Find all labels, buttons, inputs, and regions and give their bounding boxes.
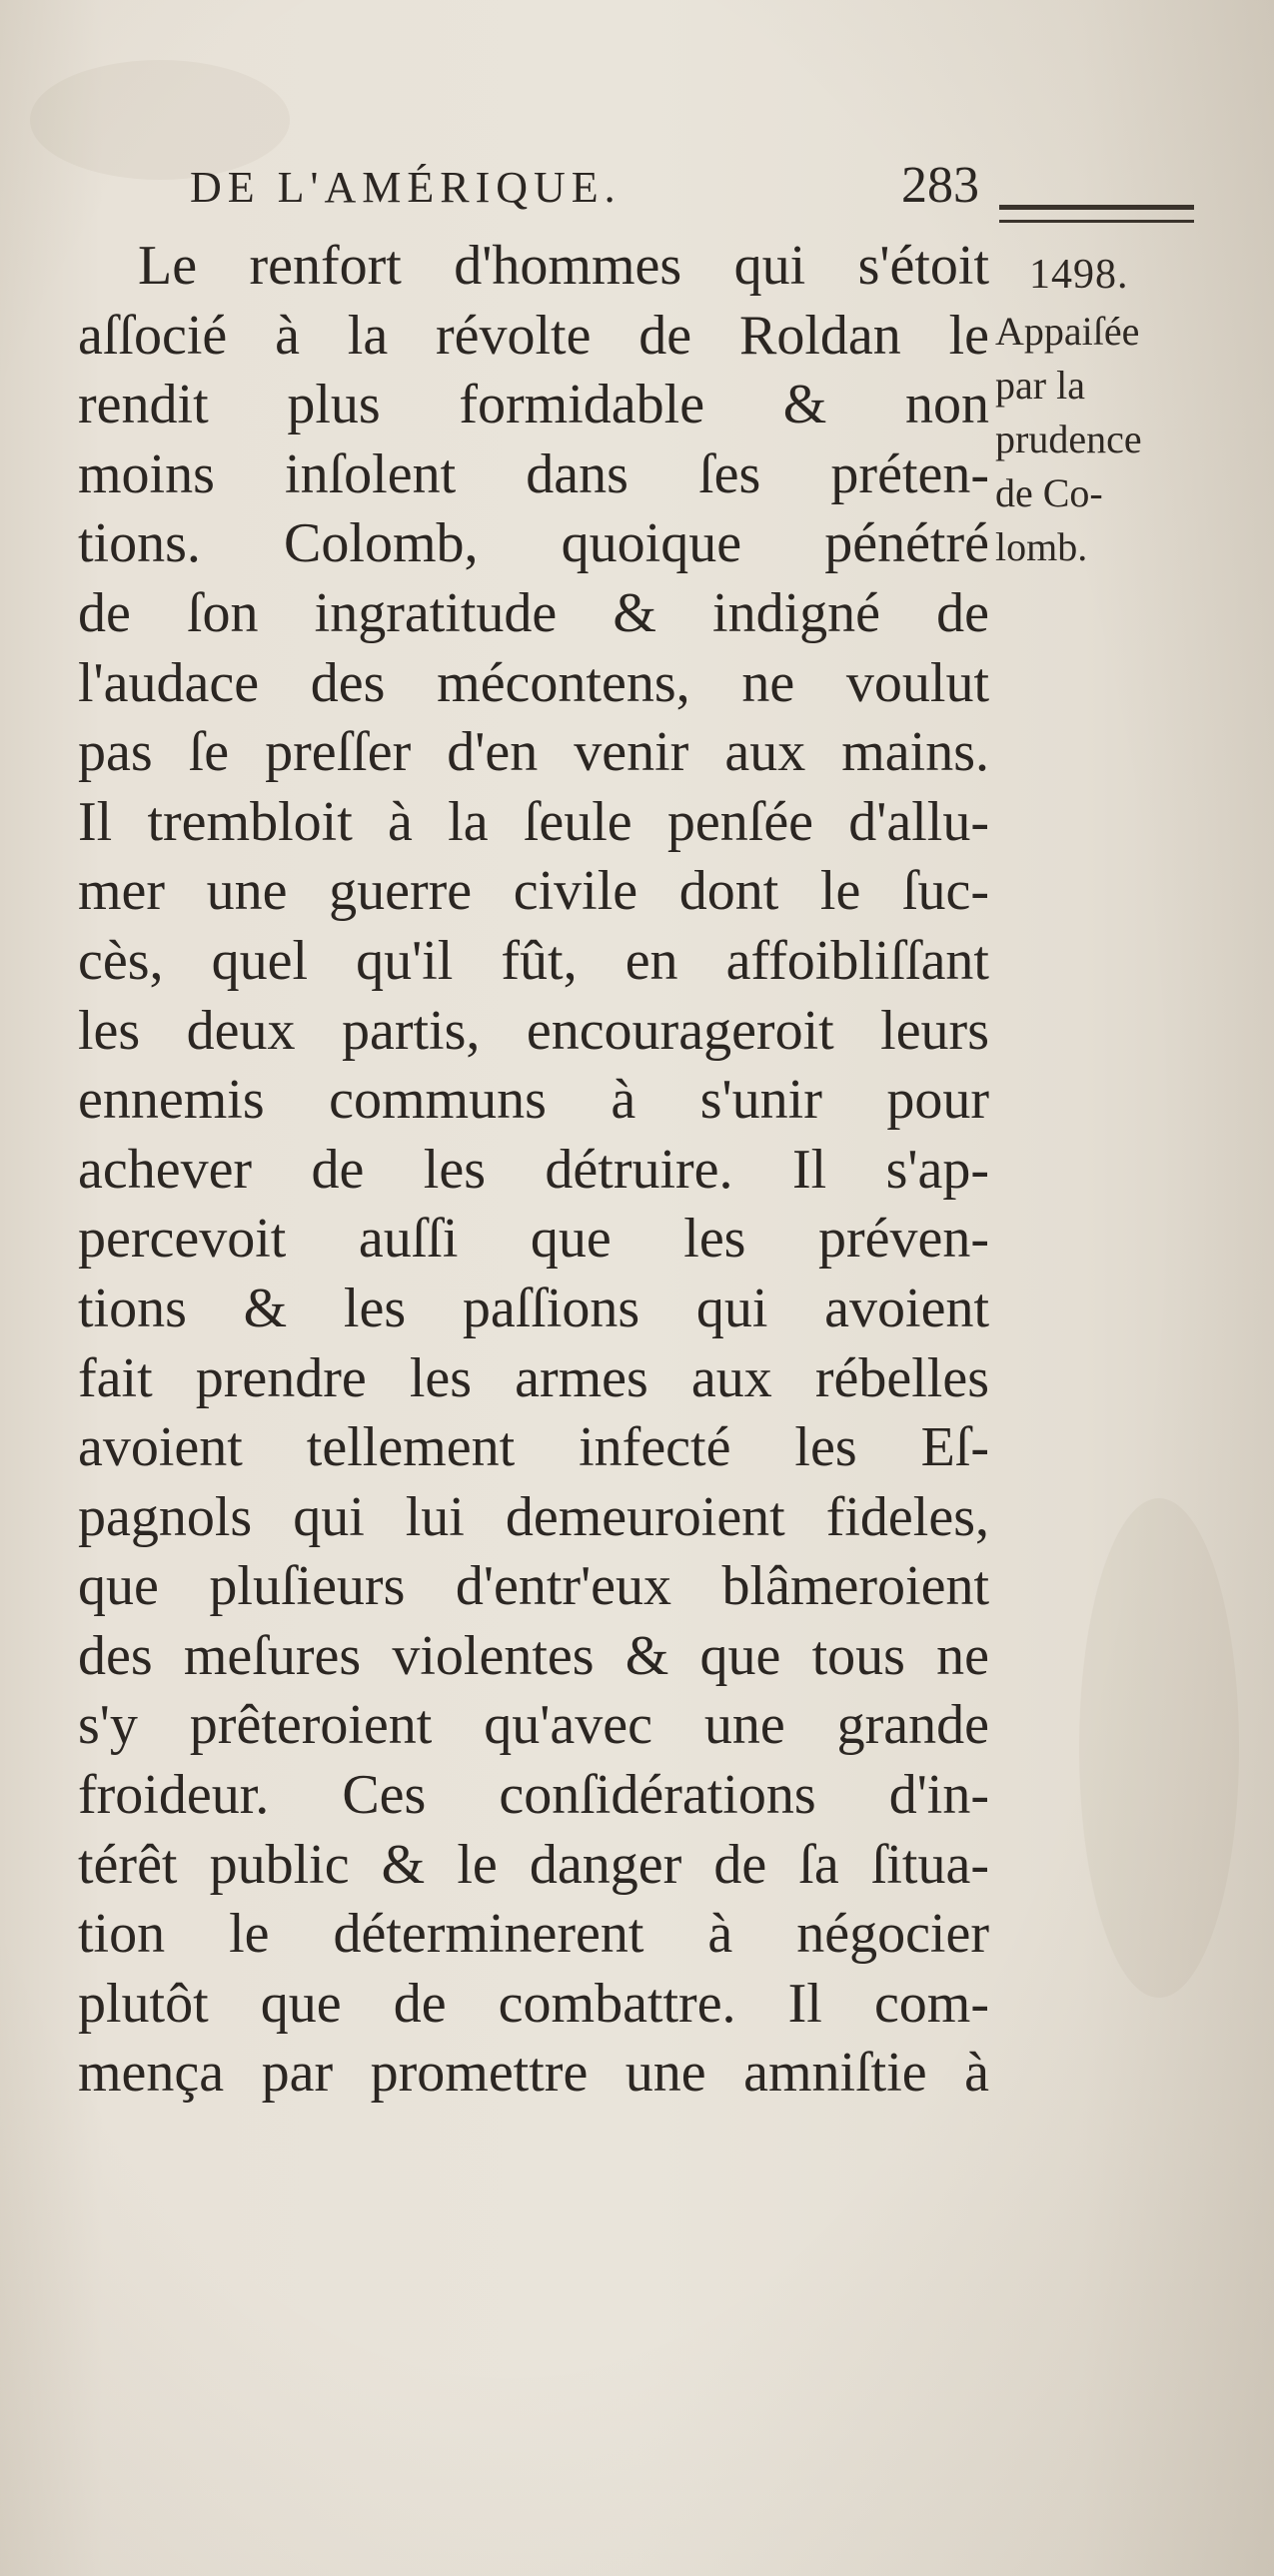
text-line: moins inſolent dans ſes préten-	[78, 442, 989, 505]
text-line: plutôt que de combattre. Il com-	[78, 1972, 989, 2035]
text-line: aſſocié à la révolte de Roldan le	[78, 304, 989, 367]
margin-note-line: Appaiſée	[995, 309, 1140, 354]
margin-note-line: prudence	[995, 417, 1142, 461]
page-header	[190, 150, 979, 220]
header-rule	[999, 205, 1194, 223]
margin-note-line: par la	[995, 363, 1085, 408]
text-line: de ſon ingratitude & indigné de	[78, 581, 989, 644]
running-title: DE L'AMÉRIQUE.	[190, 163, 622, 212]
text-line: avoient tellement infecté les Eſ-	[78, 1416, 989, 1479]
text-line: mença par promettre une amniſtie à	[78, 2042, 989, 2105]
text-line: mer une guerre civile dont le ſuc-	[78, 860, 989, 923]
body-text	[78, 232, 989, 2109]
margin-note-line: lomb.	[995, 524, 1088, 569]
text-line: rendit plus formidable & non	[78, 374, 989, 436]
text-line: térêt public & le danger de ſa ſitua-	[78, 1833, 989, 1896]
text-line: percevoit auſſi que les préven-	[78, 1208, 989, 1271]
text-line: que pluſieurs d'entr'eux blâmeroient	[78, 1555, 989, 1618]
paper-stain	[1079, 1498, 1239, 1998]
text-line: tion le déterminerent à négocier	[78, 1903, 989, 1966]
text-line: froideur. Ces conſidérations d'in-	[78, 1764, 989, 1827]
text-line: pagnols qui lui demeuroient fideles,	[78, 1485, 989, 1548]
margin-note	[995, 245, 1225, 574]
text-line: Le renfort d'hommes qui s'étoit	[138, 235, 989, 297]
margin-note-line: de Co-	[995, 470, 1103, 515]
text-line: ennemis communs à s'unir pour	[78, 1069, 989, 1132]
text-line: achever de les détruire. Il s'ap-	[78, 1138, 989, 1201]
text-line: Il trembloit à la ſeule penſée d'allu-	[78, 790, 989, 853]
text-line: cès, quel qu'il fût, en affoibliſſant	[78, 929, 989, 992]
text-line: fait prendre les armes aux rébelles	[78, 1346, 989, 1409]
page-number: 283	[901, 157, 979, 214]
text-line: s'y prêteroient qu'avec une grande	[78, 1694, 989, 1757]
text-line: des meſures violentes & que tous ne	[78, 1624, 989, 1687]
text-line: tions. Colomb, quoique pénétré	[78, 512, 989, 575]
text-line: l'audace des mécontens, ne voulut	[78, 651, 989, 714]
text-line: tions & les paſſions qui avoient	[78, 1277, 989, 1339]
text-line: les deux partis, encourageroit leurs	[78, 999, 989, 1062]
text-line: pas ſe preſſer d'en venir aux mains.	[78, 721, 989, 784]
margin-note-year: 1498.	[1029, 252, 1129, 298]
